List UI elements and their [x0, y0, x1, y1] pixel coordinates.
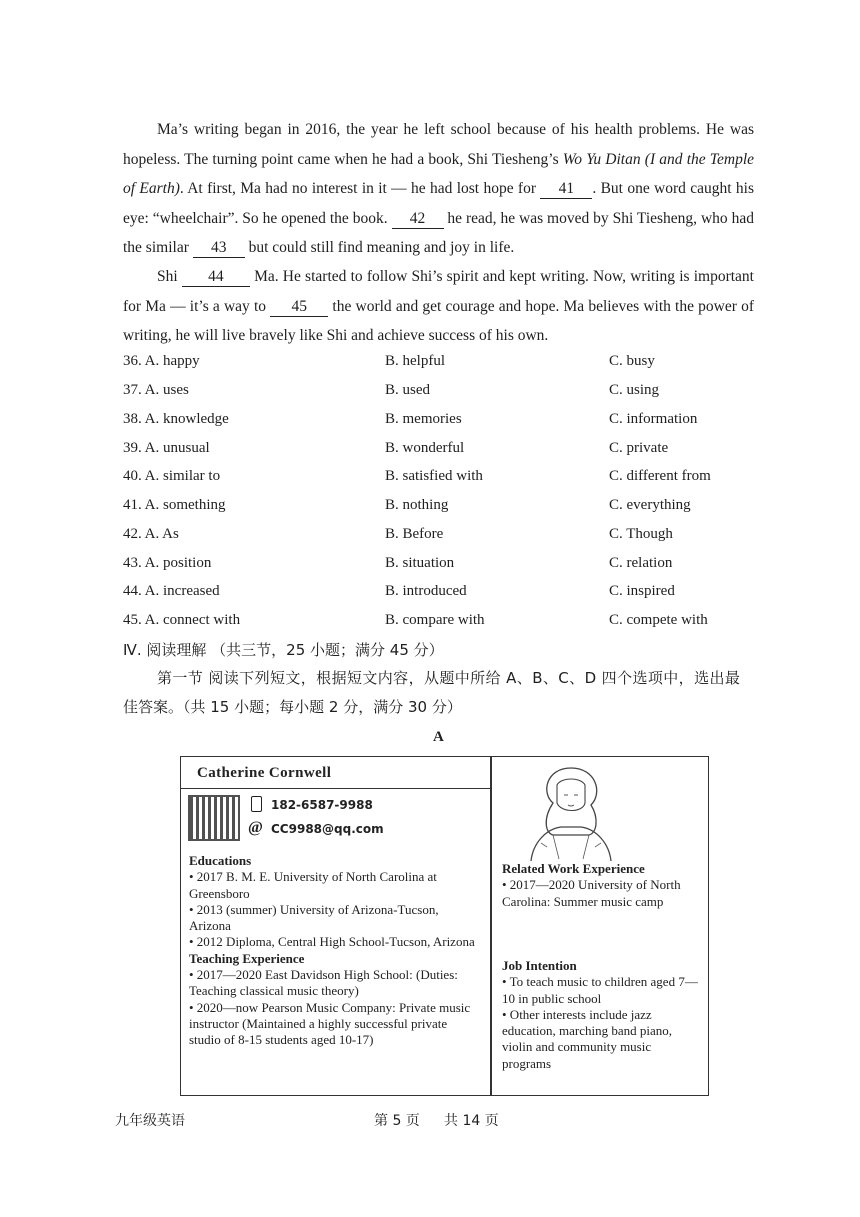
phone-icon	[251, 796, 262, 812]
email-icon: @	[248, 819, 263, 836]
option-37-b[interactable]: B. used	[385, 382, 430, 398]
text: but could still find meaning and joy in life.	[244, 239, 515, 256]
name-cell	[181, 757, 490, 789]
teaching-item: • 2017—2020 East Davidson High School: (Duties: Teaching classical music theory)	[189, 967, 458, 999]
text: . But one word caught his eye: “wheelchair”. So he opened the book.	[123, 180, 754, 227]
passage-letter: A	[433, 729, 444, 745]
option-44-a[interactable]: 44. A. increased	[123, 583, 220, 599]
text: Ma’s writing began in 2016, the year he left school because of his health problems. He was hopeless. The turning point came when he had a book, Shi Tiesheng’s	[123, 121, 754, 168]
email-address: CC9988@qq.com	[271, 822, 384, 836]
portrait-illustration	[511, 763, 631, 863]
teaching-item: • 2020—now Pearson Music Company: Private music instructor (Maintained a highly successful private studio of 8-15 students aged 10-17)	[189, 999, 471, 1048]
related-work-section	[502, 861, 702, 910]
footer-page-number: 第 5 页	[374, 1113, 420, 1129]
option-38-b[interactable]: B. memories	[385, 411, 462, 427]
option-45-b[interactable]: B. compare with	[385, 612, 485, 628]
option-42-b[interactable]: B. Before	[385, 526, 444, 542]
option-44-b[interactable]: B. introduced	[385, 583, 467, 599]
text: he read, he was moved by Shi Tiesheng, who had the similar	[123, 209, 754, 256]
option-41-b[interactable]: B. nothing	[385, 497, 449, 513]
phone-number: 182-6587-9988	[271, 798, 373, 812]
qr-code-icon	[188, 795, 240, 841]
instruction-line-1: 第一节 阅读下列短文，根据短文内容，从题中所给 A、B、C、D 四个选项中，选出最	[157, 669, 741, 687]
teaching-heading: Teaching Experience	[189, 950, 305, 966]
option-41-a[interactable]: 41. A. something	[123, 497, 226, 513]
blank-41[interactable]: 41	[540, 180, 592, 199]
text: Ma. He started to follow Shi’s spirit and kept writing. Now, writing is important for Ma — it’s a way to	[123, 268, 754, 315]
option-36-a[interactable]: 36. A. happy	[123, 353, 200, 369]
blank-45[interactable]: 45	[270, 298, 328, 317]
footer-total-pages: 共 14 页	[444, 1113, 499, 1129]
text: Shi	[157, 268, 182, 285]
text: the world and get courage and hope. Ma believes with the power of writing, he will live bravely like Shi and achieve success of his own.	[123, 297, 754, 344]
educations-section	[189, 853, 479, 1049]
section-title: Ⅳ. 阅读理解 （共三节，25 小题；满分 45 分）	[123, 641, 444, 659]
option-39-b[interactable]: B. wonderful	[385, 440, 465, 456]
educations-heading: Educations	[189, 853, 252, 868]
related-heading: Related Work Experience	[502, 861, 645, 876]
option-43-a[interactable]: 43. A. position	[123, 555, 212, 571]
option-42-a[interactable]: 42. A. As	[123, 526, 179, 542]
option-38-c[interactable]: C. information	[609, 411, 698, 427]
footer-subject: 九年级英语	[115, 1113, 185, 1129]
option-45-a[interactable]: 45. A. connect with	[123, 612, 241, 628]
blank-43[interactable]: 43	[193, 239, 245, 258]
text: . At first, Ma had no interest in it — he had lost hope for	[179, 180, 541, 197]
option-40-a[interactable]: 40. A. similar to	[123, 468, 221, 484]
option-40-c[interactable]: C. different from	[609, 468, 711, 484]
option-44-c[interactable]: C. inspired	[609, 583, 675, 599]
job-item: • Other interests include jazz education, marching band piano, violin and community music programs	[502, 1006, 673, 1071]
option-37-c[interactable]: C. using	[609, 382, 660, 398]
job-item: • To teach music to children aged 7—10 in public school	[502, 974, 698, 1006]
blank-44[interactable]: 44	[182, 268, 250, 287]
option-36-c[interactable]: C. busy	[609, 353, 655, 369]
option-40-b[interactable]: B. satisfied with	[385, 468, 483, 484]
option-42-c[interactable]: C. Though	[609, 526, 673, 542]
option-39-c[interactable]: C. private	[609, 440, 669, 456]
option-43-c[interactable]: C. relation	[609, 555, 673, 571]
blank-42[interactable]: 42	[392, 210, 444, 229]
instruction-line-2: 佳答案。（共 15 小题；每小题 2 分，满分 30 分）	[123, 698, 462, 716]
column-divider	[490, 757, 492, 1095]
passage-paragraph-1	[123, 115, 754, 263]
education-item: • 2013 (summer) University of Arizona-Tucson, Arizona	[189, 901, 439, 934]
book-title: Wo Yu Ditan (I and the Temple of Earth)	[123, 150, 755, 197]
option-43-b[interactable]: B. situation	[385, 555, 455, 571]
option-45-c[interactable]: C. compete with	[609, 612, 708, 628]
option-36-b[interactable]: B. helpful	[385, 353, 445, 369]
option-41-c[interactable]: C. everything	[609, 497, 691, 513]
job-heading: Job Intention	[502, 958, 577, 973]
option-39-a[interactable]: 39. A. unusual	[123, 440, 210, 456]
education-item: • 2017 B. M. E. University of North Carolina at Greensboro	[189, 869, 437, 901]
candidate-name: Catherine Cornwell	[197, 765, 332, 781]
option-37-a[interactable]: 37. A. uses	[123, 382, 189, 398]
job-intention-section	[502, 958, 702, 1072]
related-item: • 2017—2020 University of North Carolina: Summer music camp	[502, 877, 681, 909]
passage-paragraph-2	[123, 262, 754, 351]
option-38-a[interactable]: 38. A. knowledge	[123, 411, 229, 427]
resume-card	[180, 756, 709, 1096]
education-item: • 2012 Diploma, Central High School-Tucson, Arizona	[189, 934, 475, 950]
